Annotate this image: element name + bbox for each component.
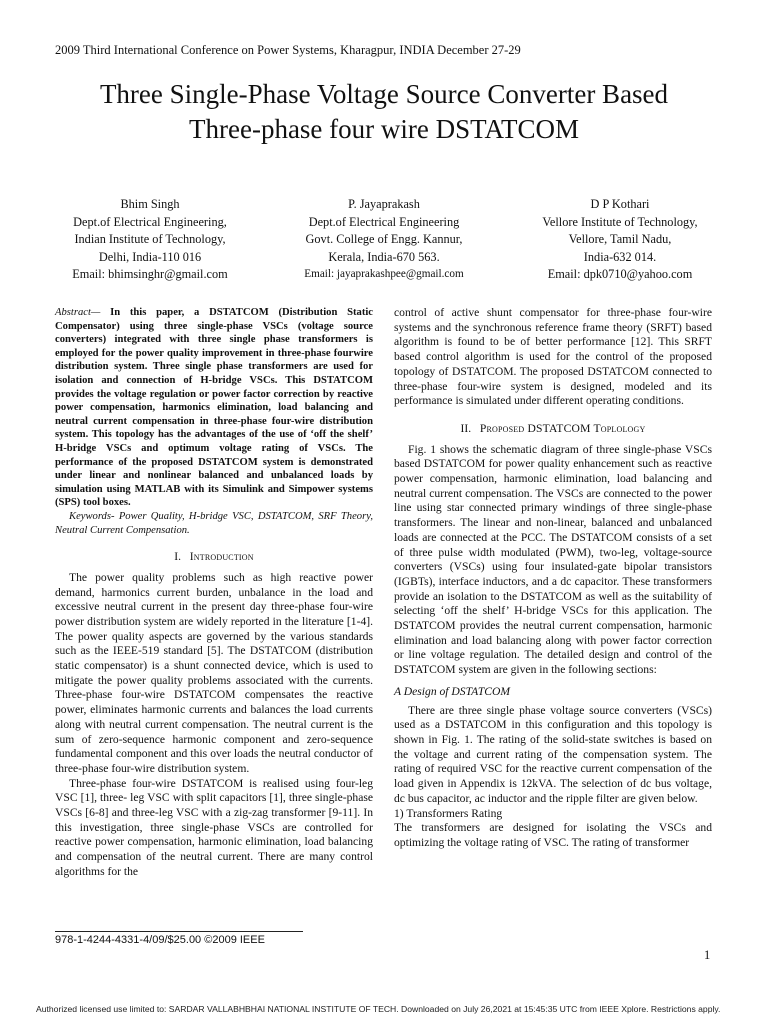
- paragraph: The transformers are designed for isolating the VSCs and optimizing the voltage rating of VSC. The rating of transformer: [394, 821, 712, 849]
- author-block-1: [30, 196, 270, 284]
- keywords: Keywords- Power Quality, H-bridge VSC, DSTATCOM, SRF Theory, Neutral Current Compensation.: [55, 510, 373, 536]
- section-title: Introduction: [189, 550, 254, 564]
- paragraph: The power quality problems such as high reactive power demand, harmonics current burden, unbalance in the load and excessive neutral current in the present day three-phase four-wire power distribution system are widely reported in the literature [1-4]. The power quality aspects are governed by the various standards such as the IEEE-519 standard [5]. The DSTATCOM (distribution static compensator) is a shunt connected device, which is used to mitigate the power quality problems associated with the currents. Three-phase four-wire DSTATCOM compensates the reactive power, eliminates harmonic currents and balances the load currents along with neutral current compensation. The neutral current is the sum of zero-sequence harmonic component and zero-sequence fundamental component and this over loads the neutral conductor of three-phase four-wire distribution system.: [55, 570, 373, 775]
- paragraph: There are three single phase voltage source converters (VSCs) used as a DSTATCOM in this configuration and this topology is shown in Fig. 1. The rating of the solid-state switches is based on the voltage and current rating of the compensation system. The rating of required VSC for the reactive current compensation of the load given in Appendix is 12kVA. The selection of dc bus voltage, dc bus capacitor, ac inductor and the ripple filter are given below.: [394, 703, 712, 805]
- paper-title: [20, 77, 748, 147]
- section-heading-introduction: [55, 550, 373, 565]
- section-number: II.: [460, 421, 472, 435]
- right-column: [394, 306, 712, 851]
- title-line-1: Three Single-Phase Voltage Source Converter Based: [99, 79, 669, 109]
- abstract-text: In this paper, a DSTATCOM (Distribution Static Compensator) using three single-phase VSCs (voltage source converters) integrated with three single phase transformers is employed for the power quality improvement in three-phase fourwire distribution system. Three single phase transformers are used for isolation and connection of H-bridge VSCs. This DSTATCOM provides the voltage regulation or power factor correction by reactive power compensation, harmonics elimination, load balancing and neutral current compensation in three-phase four-wire distribution system. This topology has the advantages of the use of ‘off the shelf’ H-bridge VSCs and optimum voltage rating of VSCs. The performance of the proposed DSTATCOM system is demonstrated under linear and nonlinear balanced and unbalanced loads by simulation using MATLAB with its Simulink and Simpower systems (SPS) tool boxes.: [55, 307, 373, 509]
- author-affiliation: Govt. College of Engg. Kannur,: [305, 232, 463, 246]
- author-name: D P Kothari: [590, 197, 650, 211]
- author-affiliation: Vellore, Tamil Nadu,: [568, 232, 672, 246]
- abstract: [55, 306, 373, 510]
- left-column: [55, 306, 373, 880]
- conference-header: 2009 Third International Conference on Power Systems, Kharagpur, INDIA December 27-29: [55, 43, 521, 57]
- author-name: P. Jayaprakash: [348, 197, 420, 211]
- author-name: Bhim Singh: [120, 197, 180, 211]
- author-address: India-632 014.: [583, 249, 657, 264]
- section-title: Proposed DSTATCOM Toplology: [479, 421, 646, 435]
- copyright-notice: 978-1-4244-4331-4/09/$25.00 ©2009 IEEE: [55, 934, 265, 946]
- author-block-3: [500, 196, 740, 284]
- author-block-2: [264, 196, 504, 284]
- title-line-2: Three-phase four wire DSTATCOM: [189, 114, 579, 144]
- paragraph: Fig. 1 shows the schematic diagram of three single-phase VSCs based DSTATCOM for power quality enhancement such as reactive power compensation, harmonic elimination, load balancing and neutral current compensation. The VSCs are connected to the power line using star connected primary windings of three single-phase transformers. The linear and non-linear, balanced and unbalanced loads are connected at the PCC. The DSTATCOM consists of a set of three pulse width modulated (PWM), two-leg, voltage-source converters (VSCs) using four insulated-gate bipolar transistors (IGBTs), interface inductors, and a dc capacitor. These transformers provide an isolation to the DSTATCOM as well as the suitability of selecting ‘off the shelf’ H-bridge VSCs for this application. The DSTATCOM provides the neutral current compensation, harmonic elimination and load balancing along with power factor correction or line voltage regulation. The detailed design and control of the DSTATCOM system are given in the following sections:: [394, 442, 712, 677]
- section-heading-proposed: [394, 422, 712, 437]
- subsection-heading: A Design of DSTATCOM: [394, 684, 511, 698]
- license-notice: Authorized licensed use limited to: SARDAR VALLABHBHAI NATIONAL INSTITUTE OF TECH. Downloaded on July 26,2021 at 15:45:35 UTC from IEEE Xplore. Restrictions apply.: [36, 1004, 721, 1014]
- section-number: I.: [174, 550, 181, 564]
- author-affiliation: Indian Institute of Technology,: [74, 232, 226, 246]
- author-affiliation: Vellore Institute of Technology,: [542, 214, 698, 229]
- footnote-rule: [55, 931, 303, 932]
- author-email: Email: bhimsinghr@gmail.com: [72, 267, 228, 281]
- author-email: Email: dpk0710@yahoo.com: [547, 267, 693, 281]
- author-affiliation: Dept.of Electrical Engineering: [308, 214, 460, 229]
- author-address: Delhi, India-110 016: [98, 249, 202, 264]
- page-number: 1: [704, 948, 711, 962]
- paragraph: Three-phase four-wire DSTATCOM is realised using four-leg VSC [1], three- leg VSC with split capacitors [1], three single-phase VSCs [6-8] and three-leg VSC with a zig-zag transformer [9-11]. In this investigation, three single-phase VSCs are controlled for reactive power compensation, harmonic elimination, load balancing and compensation of the neutral current. There are many control algorithms for the: [55, 776, 373, 878]
- paragraph: control of active shunt compensator for three-phase four-wire systems and the synchronous reference frame theory (SRFT) based algorithm is found to be of better performance [12]. This SRFT based control algorithm is used for the control of the proposed topology of DSTATCOM. The proposed DSTATCOM connected to three-phase four-wire system is designed, modeled and its performance is simulated under different operating conditions.: [394, 306, 712, 408]
- author-email: Email: jayaprakashpee@gmail.com: [304, 268, 464, 280]
- author-affiliation: Dept.of Electrical Engineering,: [73, 214, 227, 229]
- subsubsection-heading: 1) Transformers Rating: [394, 806, 503, 820]
- author-address: Kerala, India-670 563.: [328, 249, 440, 264]
- abstract-lead: Abstract—: [55, 307, 101, 318]
